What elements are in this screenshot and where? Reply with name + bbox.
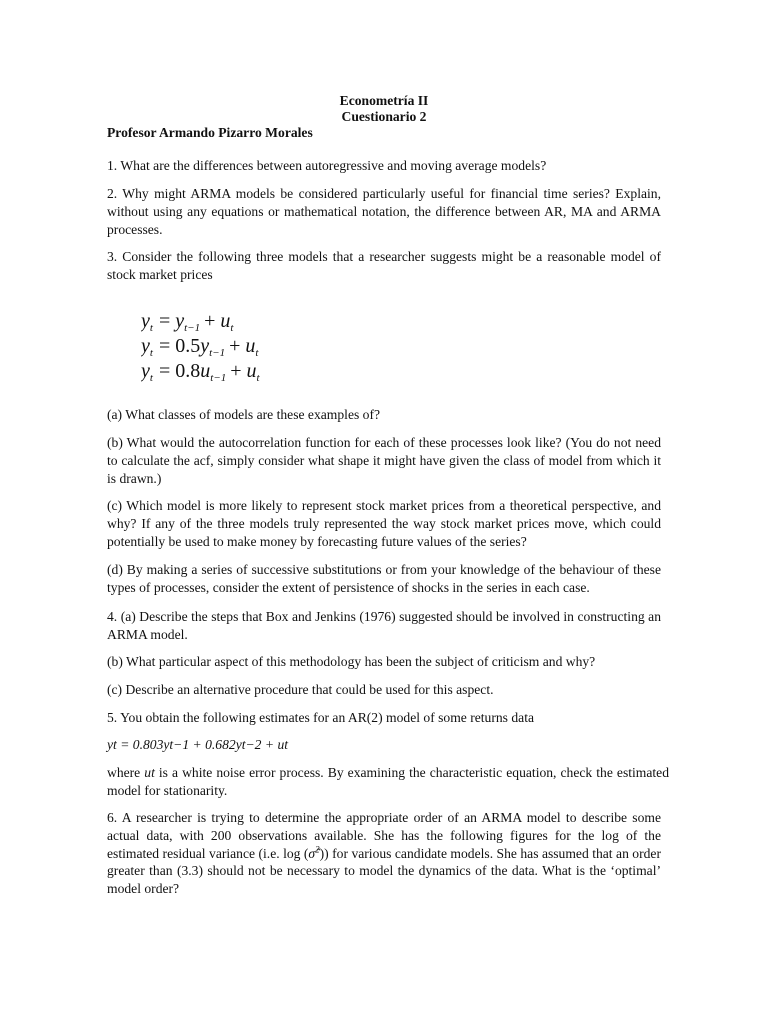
ar2-equation: yt = 0.803yt−1 + 0.682yt−2 + ut	[107, 737, 289, 752]
question-2: 2. Why might ARMA models be considered particularly useful for financial time series? Explain, without using any equations or mathematical notation, the difference between AR, MA and ARMA processes.	[107, 186, 661, 237]
equation-1	[141, 310, 234, 334]
q5-text-start: where	[107, 765, 145, 780]
question-1: 1. What are the differences between autoregressive and moving average models?	[107, 158, 547, 173]
question-3b: (b) What would the autocorrelation function for each of these processes look like? (You do not need to calculate the acf, simply consider what shape it might have given the class of model from which it is drawn.)	[107, 435, 661, 486]
quiz-title: Cuestionario 2	[341, 109, 427, 124]
question-5: 5. You obtain the following estimates for an AR(2) model of some returns data	[107, 710, 535, 725]
sigma-hat-squared: σ̂$^2$	[308, 844, 320, 861]
equations-figure	[141, 307, 311, 385]
question-3c: (c) Which model is more likely to represent stock market prices from a theoretical perspective, and why? If any of the three models truly represented the way stock market prices move, which could potentially be used to make money by forecasting future values of the series?	[107, 498, 661, 549]
model-equations	[141, 307, 311, 385]
svg-text:yt= yt−1+ ut: $y_t = y_{t-1} + u_t$	[141, 310, 234, 334]
equation-3	[141, 360, 261, 384]
question-4b: (b) What particular aspect of this methodology has been the subject of criticism and why?	[107, 654, 596, 669]
professor-name: Profesor Armando Pizarro Morales	[107, 125, 313, 140]
svg-text:yt= 0.8ut−1+ ut: $y_t = 0.8u_{t-1} + u_t$	[141, 360, 260, 384]
q5-text-end: is a white noise error process. By examining the characteristic equation, check the estimated model for stationarity.	[107, 765, 669, 798]
course-title: Econometría II	[339, 93, 429, 108]
question-3d: (d) By making a series of successive substitutions or from your knowledge of the behaviour of these types of processes, consider the extent of persistence of shocks in the series in each case.	[107, 562, 661, 595]
question-4a: 4. (a) Describe the steps that Box and Jenkins (1976) suggested should be involved in constructing an ARMA model.	[107, 609, 661, 642]
equation-2	[141, 335, 259, 359]
question-4c: (c) Describe an alternative procedure that could be used for this aspect.	[107, 682, 494, 697]
question-6	[107, 809, 661, 898]
q6-text-start: 6. A researcher is trying to determine the appropriate order of an ARMA model to describe some actual data, with 200 observations available. She has the following figures for the log of the estimated residual variance (i.e. log (	[107, 810, 661, 861]
question-3a: (a) What classes of models are these examples of?	[107, 407, 381, 422]
question-3-intro: 3. Consider the following three models that a researcher suggests might be a reasonable model of stock market prices	[107, 249, 661, 282]
svg-text:yt= 0.5yt−1+ ut: $y_t = 0.5y_{t-1} + u_t$	[141, 335, 259, 359]
q5-variable: ut	[144, 765, 155, 780]
question-5-explanation	[107, 764, 669, 800]
q6-text-end: )) for various candidate models. She has assumed that an order greater than (3.3) should not be necessary to model the dynamics of the data. What is the ‘optimal’ model order?	[107, 845, 661, 897]
